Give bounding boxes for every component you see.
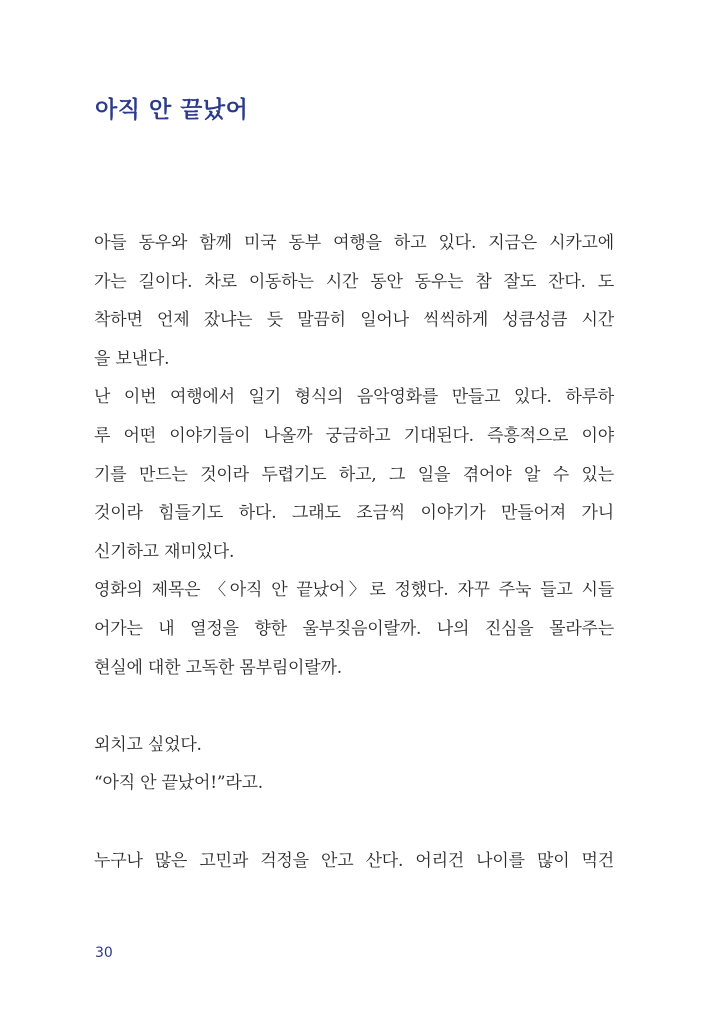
body-line: 영화의 제목은 〈아직 안 끝났어〉로 정했다. 자꾸 주눅 들고 시들 [94,580,614,601]
body-line: 난 이번 여행에서 일기 형식의 음악영화를 만들고 있다. 하루하 [94,387,614,408]
body-line: 외치고 싶었다. [94,734,202,755]
body-line: 누구나 많은 고민과 걱정을 안고 산다. 어리건 나이를 많이 먹건 [94,850,614,871]
body-line: 착하면 언제 잤냐는 듯 말끔히 일어나 씩씩하게 성큼성큼 시간 [94,310,614,331]
body-line: 루 어떤 이야기들이 나올까 궁금하고 기대된다. 즉흥적으로 이야 [94,425,614,446]
body-line: 가는 길이다. 차로 이동하는 시간 동안 동우는 참 잘도 잔다. 도 [94,271,614,292]
paragraph-gap [94,803,614,842]
body-line: “아직 안 끝났어!”라고. [94,773,264,794]
body-line: 것이라 힘들기도 하다. 그래도 조금씩 이야기가 만들어져 가니 [94,503,614,524]
body-line: 을 보낸다. [94,348,170,369]
body-text [94,224,614,880]
body-line: 현실에 대한 고독한 몸부림이랄까. [94,657,342,678]
chapter-title: 아직 안 끝났어 [95,97,249,123]
paragraph-gap [94,687,614,726]
page-number: 30 [95,945,113,961]
body-line: 아들 동우와 함께 미국 동부 여행을 하고 있다. 지금은 시카고에 [94,233,614,253]
body-line: 기를 만드는 것이라 두렵기도 하고, 그 일을 겪어야 알 수 있는 [94,464,614,485]
body-line: 어가는 내 열정을 향한 울부짖음이랄까. 나의 진심을 몰라주는 [94,618,614,639]
body-line: 신기하고 재미있다. [94,541,235,562]
